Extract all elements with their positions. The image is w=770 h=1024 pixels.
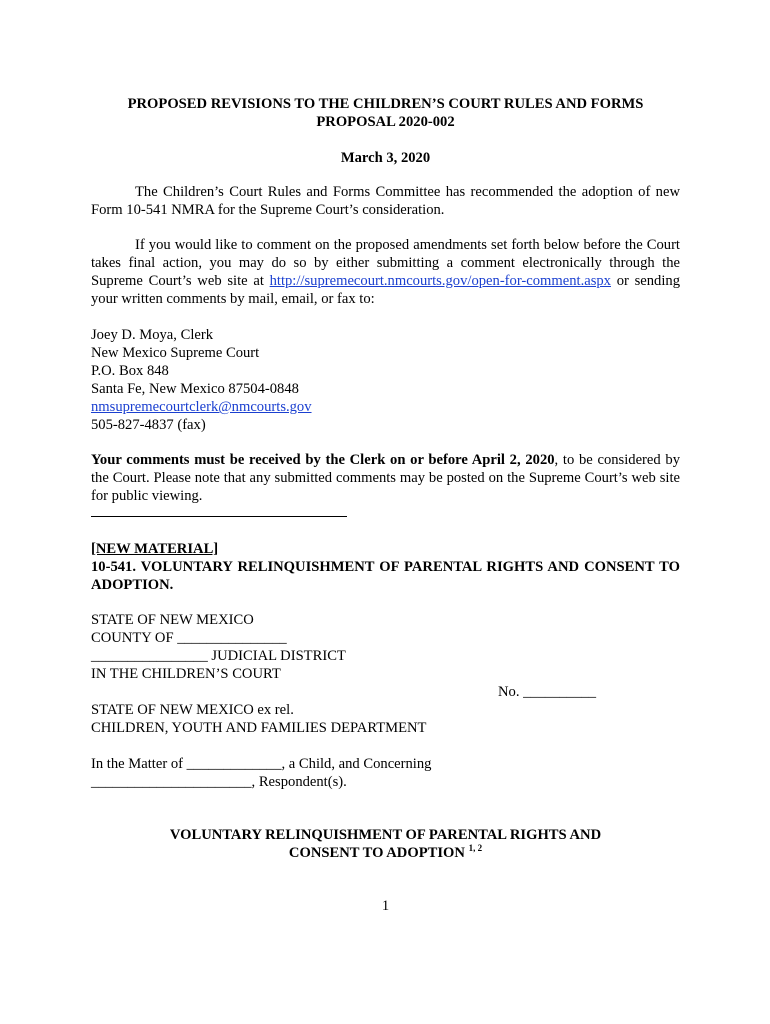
clerk-name: Joey D. Moya, Clerk [91,327,214,343]
county-line: COUNTY OF _______________ [91,630,287,646]
city-line: Santa Fe, New Mexico 87504-0848 [91,381,299,397]
comment-link[interactable]: http://supremecourt.nmcourts.gov/open-for-comment.aspx [269,273,611,289]
matter-line-2: ______________________, Respondent(s). [91,774,347,790]
form-title-line-1: VOLUNTARY RELINQUISHMENT OF PARENTAL RIGHTS AND [169,827,602,843]
intro-paragraph: The Children’s Court Rules and Forms Committee has recommended the adoption of new Form 10-541 NMRA for the Supreme Court’s consideration. [91,184,680,218]
new-material-label: [NEW MATERIAL] [91,541,219,557]
title-line-1: PROPOSED REVISIONS TO THE CHILDREN’S COURT RULES AND FORMS [127,96,644,112]
footnote-references: 1, 2 [468,843,483,854]
court-name: New Mexico Supreme Court [91,345,260,361]
comment-text-before: If you would like to comment on the proposed amendments set forth below before the Court takes final action, you may do so by either submitting a comment electronically through the Supreme Court’s web site at [91,237,680,289]
divider-rule [91,516,680,517]
document-title [91,95,680,131]
parties-block [91,701,680,737]
ex-rel-line: STATE OF NEW MEXICO ex rel. [91,702,294,718]
district-line: ________________ JUDICIAL DISTRICT [91,648,346,664]
title-line-2: PROPOSAL 2020-002 [316,114,455,130]
deadline-rest: , to be considered by the Court. Please note that any submitted comments may be posted on the Supreme Court’s web site for public viewing. [91,452,680,504]
page-number: 1 [381,898,390,914]
document-date: March 3, 2020 [340,150,431,166]
form-title-line-2 [91,844,680,862]
comment-text-after: or sending your written comments by mail, email, or fax to: [91,273,680,307]
po-box: P.O. Box 848 [91,363,169,379]
clerk-address [91,326,680,434]
comment-paragraph [91,236,680,308]
matter-line-1: In the Matter of _____________, a Child, and Concerning [91,756,432,772]
form-title: 10-541. VOLUNTARY RELINQUISHMENT OF PARENTAL RIGHTS AND CONSENT TO ADOPTION. [91,559,680,593]
deadline-paragraph [91,451,680,505]
department-line: CHILDREN, YOUTH AND FAMILIES DEPARTMENT [91,720,427,736]
form-document-title [91,826,680,862]
matter-block [91,755,680,791]
fax-number: 505-827-4837 (fax) [91,417,206,433]
case-number: No. __________ [498,684,597,700]
state-line: STATE OF NEW MEXICO [91,612,254,628]
deadline-bold: Your comments must be received by the Clerk on or before April 2, 2020 [91,452,555,468]
caption-block [91,611,680,683]
form-title-line-2-text: CONSENT TO ADOPTION [288,845,465,861]
court-line: IN THE CHILDREN’S COURT [91,666,281,682]
form-heading [91,540,680,594]
clerk-email-link[interactable]: nmsupremecourtclerk@nmcourts.gov [91,399,312,415]
